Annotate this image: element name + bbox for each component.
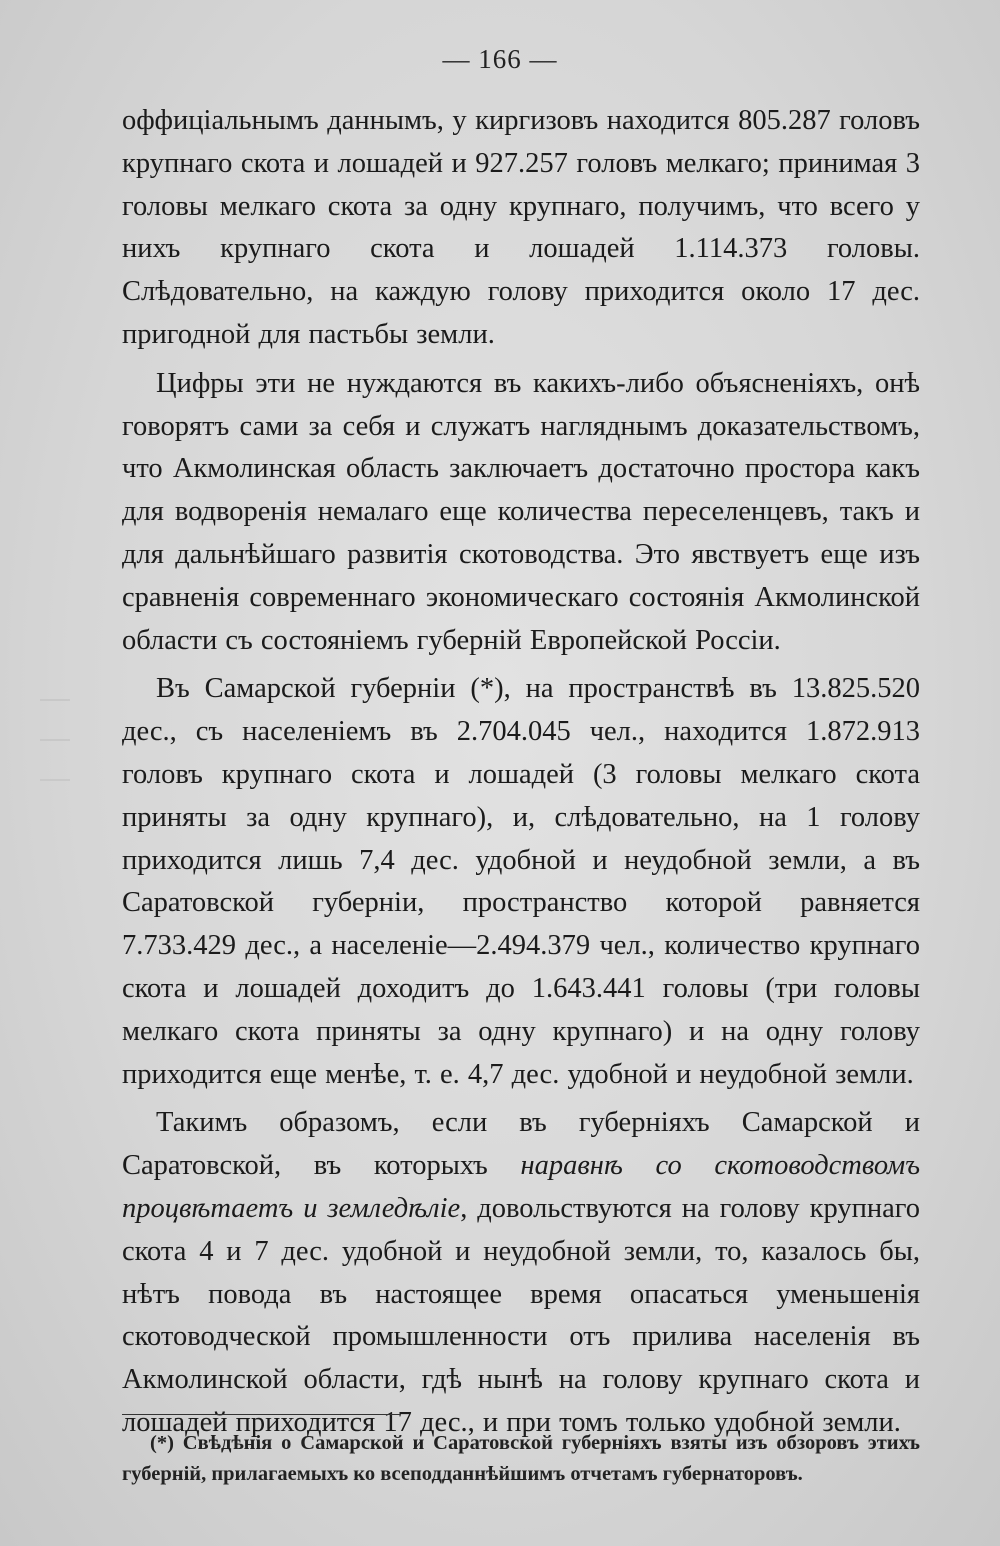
body-text: [122, 100, 920, 1451]
paragraph-conclusion-start: Такимъ образомъ, если въ губерніяхъ Самарской и Саратовской, въ которыхъ: [122, 1107, 920, 1182]
paragraph-conclusion-end: , довольствуются на голову крупнаго скота 4 и 7 дес. удобной и неудобной земли, то, казалось бы, нѣтъ повода въ настоящее время опасаться уменьшенія скотоводческой промышленности отъ прилива населенія въ Акмолинской области, гдѣ нынѣ на голову крупнаго скота и лошадей приходится 17 дес., и при томъ только удобной земли.: [122, 1192, 920, 1438]
paragraph: Цифры эти не нуждаются въ какихъ-либо объясненіяхъ, онѣ говорятъ сами за себя и служатъ нагляднымъ доказательствомъ, что Акмолинская область заключаетъ достаточно простора какъ для водворенія немалаго еще количества переселенцевъ, такъ и для дальнѣйшаго развитія скотоводства. Это явствуетъ еще изъ сравненія современнаго экономическаго состоянія Акмолинской области съ состояніемъ губерній Европейской Россіи.: [122, 367, 920, 656]
paragraph: Въ Самарской губерніи (*), на пространствѣ въ 13.825.520 дес., съ населеніемъ въ 2.704.045 чел., находится 1.872.913 головъ крупнаго скота и лошадей (3 головы мелкаго скота приняты за одну крупнаго), и, слѣдовательно, на 1 голову приходится лишь 7,4 дес. удобной и неудобной земли, а въ Саратовской губерніи, пространство которой равняется 7.733.429 дес., а населеніе—2.494.379 чел., количество крупнаго скота и лошадей доходитъ до 1.643.441 головы (три головы мелкаго скота приняты за одну крупнаго) и на одну голову приходится еще менѣе, т. е. 4,7 дес. удобной и неудобной земли.: [122, 673, 920, 1090]
italic-phrase: наравнѣ со скотоводствомъ процвѣтаетъ и земледѣліе: [122, 1150, 920, 1224]
paragraph-conclusion: [122, 1102, 920, 1444]
paragraph: оффиціальнымъ даннымъ, у киргизовъ находится 805.287 головъ крупнаго скота и лошадей и 927.257 головъ мелкаго; принимая 3 головы мелкаго скота за одну крупнаго, получимъ, что всего у нихъ крупнаго скота и лошадей 1.114.373 головы. Слѣдовательно, на каждую голову приходится около 17 дес. пригодной для пастьбы земли.: [122, 105, 920, 350]
footnote-divider: [122, 1414, 400, 1415]
page-number: — 166 —: [442, 44, 558, 74]
footnote: (*) Свѣдѣнія о Самарской и Саратовской губерніяхъ взяты изъ обзоровъ этихъ губерній, прилагаемыхъ ко всеподданнѣйшимъ отчетамъ губернаторовъ.: [122, 1432, 920, 1485]
